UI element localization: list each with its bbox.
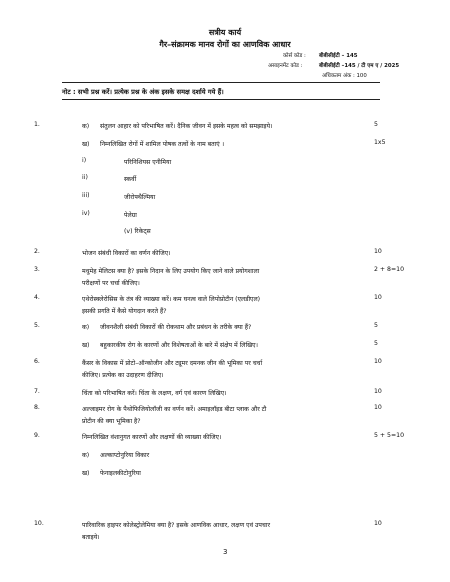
course-title: गैर–संक्रामक मानव रोगों का आणविक आधार bbox=[159, 40, 291, 49]
question-text: निम्नलिखित वंशानुगत कारणों और लक्षणों की व्याख्या कीजिए। bbox=[82, 434, 222, 441]
question-text-continued: परीक्षणों पर चर्चा कीजिए। bbox=[82, 280, 140, 287]
question-marks: 10 bbox=[374, 520, 382, 527]
question-number: 10. bbox=[34, 520, 44, 527]
question-text: संतुलन आहार को परिभाषित करें। दैनिक जीवन में इसके महत्व को समझाइये। bbox=[100, 123, 273, 130]
question-marks: 5 + 5=10 bbox=[374, 432, 405, 439]
sub-question-label: क) bbox=[82, 452, 90, 459]
assignment-code-value: बीबीसीईटी –145 / टी एम ए / 2025 bbox=[319, 63, 400, 69]
question-text-continued: बताइये। bbox=[82, 534, 100, 541]
question-number: 2. bbox=[34, 248, 40, 255]
course-code-value: बीबीसीईटी – 145 bbox=[319, 53, 358, 59]
divider-bottom bbox=[62, 99, 380, 100]
sub-question-label: क) bbox=[82, 123, 90, 130]
question-number: 3. bbox=[34, 266, 40, 273]
question-marks: 5 bbox=[374, 121, 378, 128]
question-text: भोजन संबंधी विकारों का वर्णन कीजिए। bbox=[82, 250, 171, 257]
course-code-label: कोर्स कोड : bbox=[283, 53, 306, 59]
question-marks: 5 bbox=[374, 322, 378, 329]
question-number: 5. bbox=[34, 322, 40, 329]
sub-question-label: ख) bbox=[82, 342, 90, 349]
question-text: पारिवारिक हाइपर कोलेस्ट्रोलेमिया क्या है? इसके आणविक आधार, लक्षण एवं उपचार bbox=[82, 522, 270, 529]
question-text: जीवनशैली संबंधी विकारों की रोकथाम और प्रबंधन के तरीके क्या हैं? bbox=[100, 324, 252, 331]
question-marks: 10 bbox=[374, 388, 382, 395]
question-text: कैंसर के विकास में प्रोटो–ऑन्कोजीन और ट्यूमर दमनक जीन की भूमिका पर चर्चा bbox=[82, 360, 263, 367]
sub-question-label: iv) bbox=[82, 210, 90, 217]
divider-top bbox=[62, 82, 380, 83]
question-text: (v) रिकेट्स bbox=[124, 228, 151, 235]
question-number: 1. bbox=[34, 121, 40, 128]
question-text: बहुकारकीय रोग के कारणों और विशेषताओं के बारे में संक्षेप में लिखिए। bbox=[100, 342, 258, 349]
question-number: 9. bbox=[34, 432, 40, 439]
sub-question-label: ii) bbox=[82, 174, 88, 181]
assignment-code-label: असाइनमेंट कोड : bbox=[268, 63, 303, 69]
sub-question-label: i) bbox=[82, 157, 87, 164]
question-number: 7. bbox=[34, 388, 40, 395]
sub-question-label: ख) bbox=[82, 470, 90, 477]
sub-question-label: ख) bbox=[82, 141, 90, 148]
max-marks: अधिकतम अंक : 100 bbox=[322, 73, 367, 79]
question-text: फेनाइलकीटोनुरिया bbox=[100, 470, 141, 477]
question-marks: 10 bbox=[374, 248, 382, 255]
question-text: अल्जाइमर रोग के पैथोफिजियोलॉजी का वर्णन करें। अमाइलॉइड बीटा प्लाक और टौ bbox=[82, 406, 267, 413]
sub-question-label: क) bbox=[82, 324, 90, 331]
instructions-note: नोट : सभी प्रश्न करें। प्रत्येक प्रश्न के अंक इसके समक्ष दर्शाये गये हैं। bbox=[62, 88, 224, 96]
question-marks: 10 bbox=[374, 358, 382, 365]
question-text: जीरोफ्थैल्मिया bbox=[124, 194, 156, 201]
question-number: 6. bbox=[34, 358, 40, 365]
question-text-continued: कीजिए। प्रत्येक का उदाहरण दीजिए। bbox=[82, 372, 164, 379]
question-text-continued: प्रोटीन की क्या भूमिका है? bbox=[82, 418, 141, 425]
page-number: 3 bbox=[223, 548, 228, 556]
question-marks: 1x5 bbox=[374, 139, 386, 146]
question-text: परिनिशियस एनीमिया bbox=[124, 159, 172, 166]
question-number: 4. bbox=[34, 294, 40, 301]
sub-question-label: iii) bbox=[82, 192, 90, 199]
question-text: मधुमेह मेलिटस क्या है? इसके निदान के लिए उपयोग किए जाने वाले प्रयोगशाला bbox=[82, 268, 260, 275]
question-marks: 10 bbox=[374, 294, 382, 301]
assignment-heading: सत्रीय कार्य bbox=[208, 28, 242, 37]
question-marks: 2 + 8=10 bbox=[374, 266, 405, 273]
question-text: अल्काप्टोनुरिया विकार bbox=[100, 452, 150, 459]
question-text: चिंता को परिभाषित करें। चिंता के लक्षण, वर्ग एवं कारण लिखिए। bbox=[82, 390, 227, 397]
question-text-continued: इसकी प्रगति में कैसे योगदान करते हैं? bbox=[82, 308, 167, 315]
question-text: पेलेग्रा bbox=[124, 212, 137, 219]
question-marks: 5 bbox=[374, 340, 378, 347]
question-text: एथेरोस्क्लेरोसिस के तंत्र की व्याख्या करें। कम घनत्व वाले लिपोप्रोटीन (एलडीएल) bbox=[82, 296, 261, 303]
question-text: स्कर्वी bbox=[124, 176, 137, 183]
question-marks: 10 bbox=[374, 404, 382, 411]
question-number: 8. bbox=[34, 404, 40, 411]
question-text: निम्नलिखित रोगों में शामिल पोषक तत्वों के नाम बताएं । bbox=[100, 141, 225, 148]
